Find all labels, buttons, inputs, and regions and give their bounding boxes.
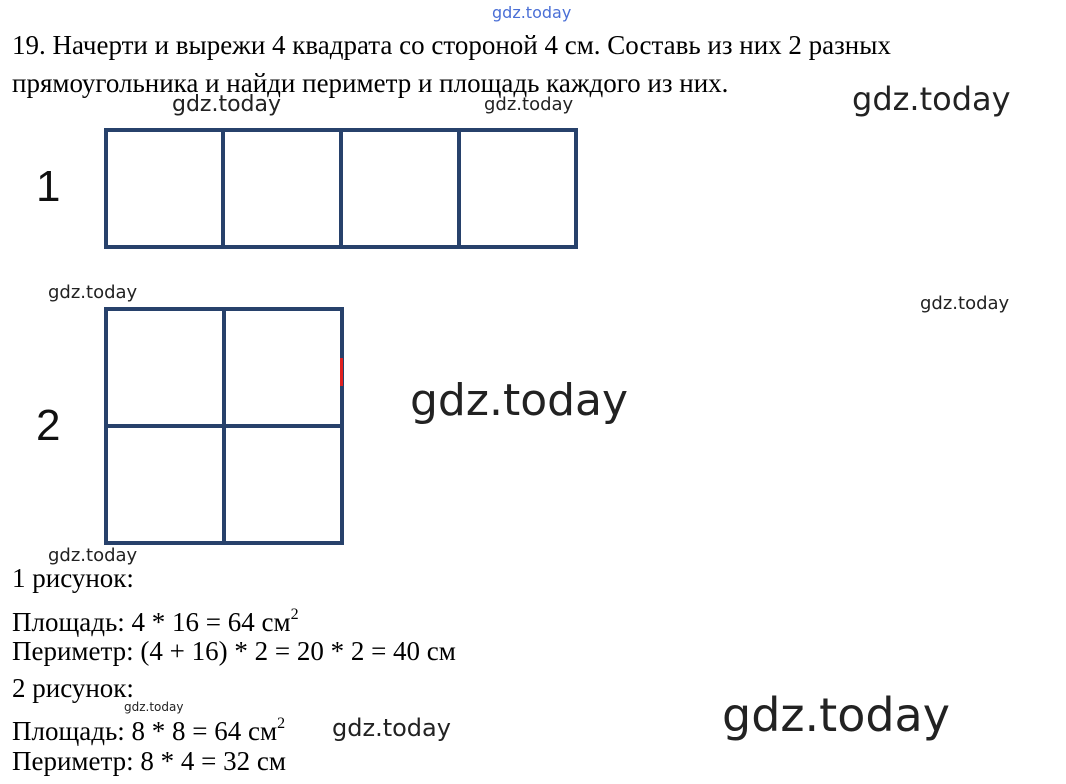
watermark: gdz.today xyxy=(484,94,574,115)
fig1-area-power: 2 xyxy=(290,605,299,623)
fig1-title: 1 рисунок: xyxy=(12,563,134,593)
figure-2-square xyxy=(106,309,342,543)
fig1-area-text: Площадь: 4 * 16 = 64 см xyxy=(12,606,291,637)
figure-1-label: 1 xyxy=(36,162,61,211)
watermark: gdz.today xyxy=(852,80,1011,118)
watermark: gdz.today xyxy=(410,375,629,426)
watermark: gdz.today xyxy=(172,92,282,117)
problem-text: Начерти и вырежи 4 квадрата со стороной 4 см. Составь из них 2 разных прямоугольника и найди периметр и площадь каждого из них. xyxy=(12,30,891,98)
red-mark xyxy=(340,358,343,386)
fig2-perimeter: Периметр: 8 * 4 = 32 см xyxy=(12,745,286,776)
watermark: gdz.today xyxy=(722,688,950,742)
figure-1-rectangle xyxy=(106,130,576,247)
fig2-area-power: 2 xyxy=(277,715,286,733)
fig1-perimeter: Периметр: (4 + 16) * 2 = 20 * 2 = 40 см xyxy=(12,636,456,667)
watermark: gdz.today xyxy=(124,700,184,714)
watermark: gdz.today xyxy=(332,714,451,742)
fig1-area xyxy=(12,597,456,637)
problem-number: 19. xyxy=(12,30,46,60)
figure-2-label: 2 xyxy=(36,401,61,450)
answers xyxy=(12,560,456,780)
watermark: gdz.today xyxy=(48,545,138,566)
fig2-area xyxy=(12,706,456,747)
watermark-top: gdz.today xyxy=(492,3,572,22)
watermark: gdz.today xyxy=(920,293,1010,314)
fig2-title: 2 рисунок: xyxy=(12,672,134,703)
fig2-area-text: Площадь: 8 * 8 = 64 см xyxy=(12,716,278,747)
watermark: gdz.today xyxy=(48,282,138,303)
